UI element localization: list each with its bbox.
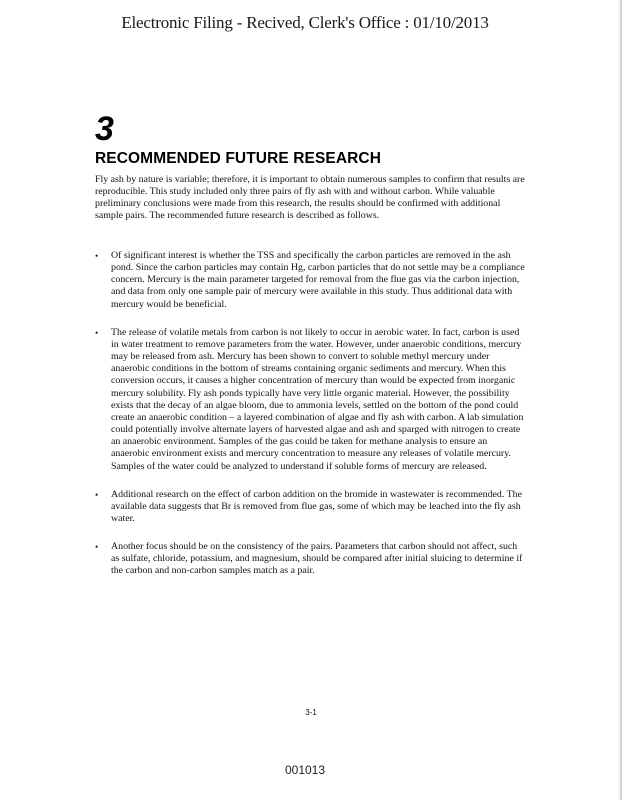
recommendation-list [95, 250, 527, 594]
bullet-text: Of significant interest is whether the TSS and specifically the carbon particles are removed in the ash pond. Since the carbon particles may contain Hg, carbon particles that do not settle may be a compliance concern. Mercury is the main parameter targeted for removal from the flue gas via the carbon injection, and data from only one sample pair of mercury were available in this study. Thus additional data with mercury would be beneficial. [111, 250, 525, 310]
bullet-icon: • [95, 251, 99, 261]
bullet-text: The release of volatile metals from carbon is not likely to occur in aerobic water. In fact, carbon is used in water treatment to remove parameters from the water. However, under anaerobic conditions, mercury may be released from ash. Mercury has been shown to convert to soluble methyl mercury under anaerobic conditions in the bottom of streams containing organic sediments and mercury. When this conversion occurs, it causes a higher concentration of mercury than would be expected from inorganic mercury solubility. Fly ash ponds typically have very little organic material. However, the possibility exists that the decay of an algae bloom, due to ammonia levels, settled on the bottom of the pond could create an anaerobic condition – a layered combination of algae and fly ash with carbon. A lab simulation could potentially involve alternate layers of harvested algae and ash and sparged with nitrogen to create an anaerobic environment. Samples of the gas could be taken for methane analysis to ensure an anaerobic environment exists and mercury concentration to measure any releases of volatile mercury. Samples of the water could be analyzed to understand if soluble forms of mercury are released. [111, 326, 524, 472]
bates-number: 001013 [284, 763, 326, 777]
list-item [95, 489, 527, 525]
chapter-number: 3 [95, 110, 114, 148]
bullet-icon: • [95, 327, 99, 338]
bullet-icon: • [95, 542, 99, 553]
list-item [95, 250, 527, 311]
bullet-icon: • [95, 489, 99, 500]
list-item [95, 541, 527, 577]
filing-stamp: Electronic Filing - Recived, Clerk's Office : 01/10/2013 [121, 13, 489, 32]
intro-paragraph: Fly ash by nature is variable; therefore, it is important to obtain numerous samples to confirm that results are reproducible. This study included only three pairs of fly ash with and without carbon. While valuable preliminary conclusions were made from this research, the results should be confirmed with additional sample pairs. The recommended future research is described as follows. [95, 174, 525, 222]
list-item [95, 327, 527, 473]
chapter-title: RECOMMENDED FUTURE RESEARCH [95, 150, 382, 167]
bullet-text: Additional research on the effect of carbon addition on the bromide in wastewater is recommended. The available data suggests that Br is removed from flue gas, some of which may be leached into the fly ash water. [111, 488, 522, 524]
scan-edge [618, 0, 622, 800]
bullet-text: Another focus should be on the consistency of the pairs. Parameters that carbon should not affect, such as sulfate, chloride, potassium, and magnesium, should be compared after initial sluicing to determine if the carbon and non-carbon samples match as a pair. [111, 541, 523, 577]
page-number: 3-1 [305, 708, 317, 717]
